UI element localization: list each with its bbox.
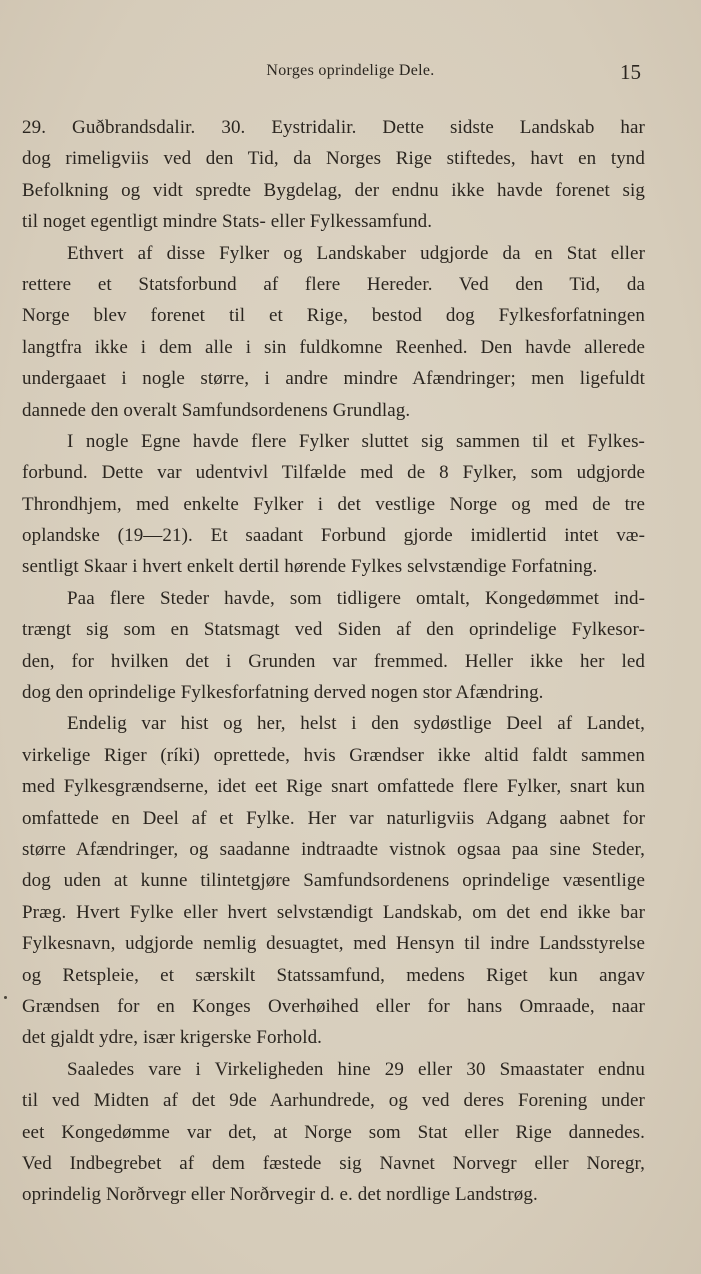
text-line: oplandske (19—21). Et saadant Forbund gjorde imidlertid intet væ- [22,525,645,547]
text-line: I nogle Egne havde flere Fylker sluttet sig sammen til et Fylkes- [67,430,645,452]
paragraph [22,583,645,709]
text-line: til noget egentligt mindre Stats- eller Fylkessamfund. [22,211,433,233]
text-line: Ved Indbegrebet af dem fæstede sig Navnet Norvegr eller Noregr, [22,1152,645,1174]
text-line: Paa flere Steder havde, som tidligere omtalt, Kongedømmet ind- [67,587,645,609]
margin-mark [4,996,7,999]
text-line: sentligt Skaar i hvert enkelt dertil hørende Fylkes selvstændige Forfatning. [22,556,598,578]
text-line: Ethvert af disse Fylker og Landskaber udgjorde da en Stat eller [67,242,645,264]
paragraph [22,426,645,583]
text-line: 29. Guðbrandsdalir. 30. Eystridalir. Dette sidste Landskab har [22,117,645,138]
paragraph [22,1054,645,1211]
text-line: oprindelig Norðrvegr eller Norðrvegir d. e. det nordlige Landstrøg. [22,1184,538,1206]
text-line: det gjaldt ydre, især krigerske Forhold. [22,1027,323,1049]
page-number: 15 [620,60,641,84]
text-line: dog den oprindelige Fylkesforfatning derved nogen stor Afændring. [22,682,544,704]
paragraph [22,708,645,1053]
paragraph [22,238,645,426]
paragraph [22,112,645,238]
text-line: rettere et Statsforbund af flere Hereder. Ved den Tid, da [22,273,645,295]
text-line: eet Kongedømme var det, at Norge som Stat eller Rige dannedes. [22,1121,645,1143]
text-line: Norge blev forenet til et Rige, bestod dog Fylkesforfatningen [22,305,645,327]
text-line: den, for hvilken det i Grunden var fremmed. Heller ikke her led [22,650,645,672]
text-line: trængt sig som en Statsmagt ved Siden af den oprindelige Fylkesor- [22,619,645,641]
text-line: langtfra ikke i dem alle i sin fuldkomne Reenhed. Den havde allerede [22,336,645,358]
text-line: Throndhjem, med enkelte Fylker i det vestlige Norge og med de tre [22,493,645,515]
text-line: omfattede en Deel af et Fylke. Her var naturligviis Adgang aabnet for [22,807,645,829]
text-line: forbund. Dette var udentvivl Tilfælde med de 8 Fylker, som udgjorde [22,462,645,484]
text-line: dog rimeligviis ved den Tid, da Norges Rige stiftedes, havt en tynd [22,148,645,170]
text-line: dog uden at kunne tilintetgjøre Samfundsordenens oprindelige væsentlige [22,870,645,892]
text-line: Fylkesnavn, udgjorde nemlig desuagtet, med Hensyn til indre Landsstyrelse [22,933,645,955]
text-line: større Afændringer, og saadanne indtraadte vistnok ogsaa paa sine Steder, [22,838,645,860]
text-line: med Fylkesgrændserne, idet eet Rige snart omfattede flere Fylker, snart kun [22,776,645,798]
running-title: Norges oprindelige Dele. [266,62,435,79]
text-line: Præg. Hvert Fylke eller hvert selvstændigt Landskab, om det end ikke bar [22,901,645,923]
text-line: Saaledes vare i Virkeligheden hine 29 eller 30 Smaastater endnu [67,1058,645,1080]
text-line: undergaaet i nogle større, i andre mindre Afændringer; men ligefuldt [22,368,645,390]
text-line: Grændsen for en Konges Overhøihed eller for hans Omraade, naar [22,995,645,1017]
text-line: og Retspleie, et særskilt Statssamfund, medens Riget kun angav [22,964,645,986]
text-line: til ved Midten af det 9de Aarhundrede, og ved deres Forening under [22,1090,645,1112]
text-line: Endelig var hist og her, helst i den sydøstlige Deel af Landet, [67,713,645,735]
text-line: virkelige Riger (ríki) oprettede, hvis Grændser ikke altid faldt sammen [22,744,645,766]
text-line: Befolkning og vidt spredte Bygdelag, der endnu ikke havde forenet sig [22,179,645,201]
body-text [22,112,645,1211]
text-line: dannede den overalt Samfundsordenens Grundlag. [22,399,411,421]
